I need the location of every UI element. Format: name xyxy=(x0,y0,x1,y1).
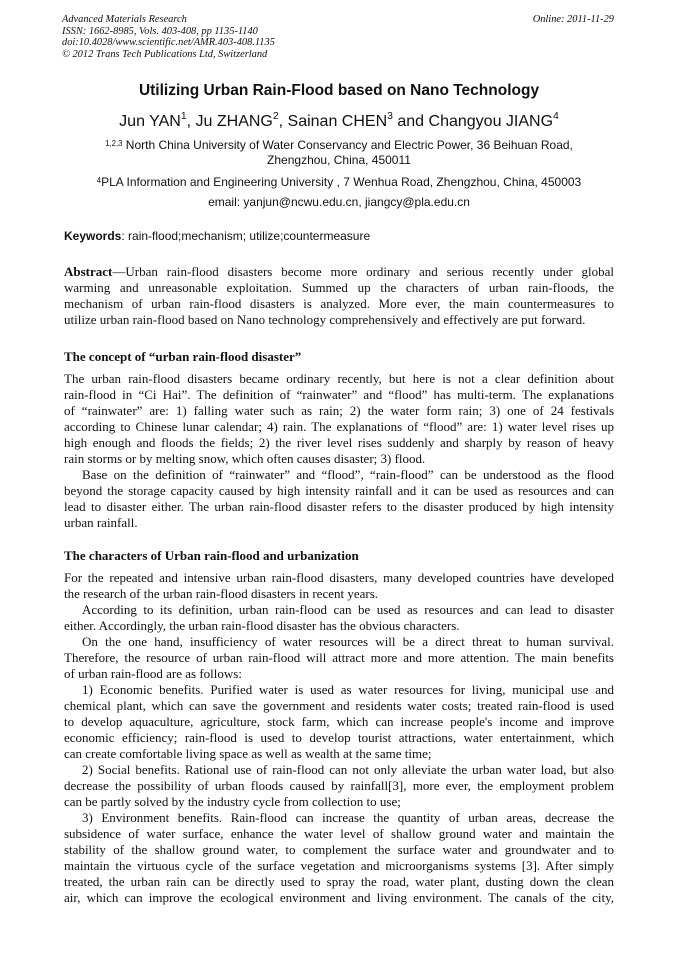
doi: doi:10.4028/www.scientific.net/AMR.403-408.1135 xyxy=(62,37,275,49)
abstract-text: —Urban rain-flood disasters become more ordinary and serious recently under global xyxy=(112,264,614,279)
text-line: air, which can improve the ecological environment and living environment. The canals of the city, xyxy=(64,890,614,905)
text-line: high enough and floods the fields; 2) the river level rises suddenly and sharply by reason of heavy xyxy=(64,435,614,450)
keywords-label: Keywords xyxy=(64,229,122,243)
text-line: either. Accordingly, the urban rain-flood disaster has the obvious characters. xyxy=(64,618,460,633)
text-line: 3) Environment benefits. Rain-flood can increase the quantity of urban areas, decrease the xyxy=(82,810,614,825)
section-heading: The characters of Urban rain-flood and urbanization xyxy=(64,548,359,563)
text-line: treated, the urban rain can be directly used to spray the road, water plant, dusting down the clean xyxy=(64,874,614,889)
affiliation-2 xyxy=(0,175,678,190)
text-line: urban rainfall. xyxy=(64,515,138,530)
text-line: to develop aquaculture, agriculture, stock farm, which can increase people's income and improve xyxy=(64,714,614,729)
abstract xyxy=(64,264,614,328)
text-line: decrease the possibility of urban floods caused by rainfall[3], more ever, the employment problem xyxy=(64,778,614,793)
text-line: warming and unreasonable exploitation. Summed up the characters of urban rain-floods, the xyxy=(64,280,614,295)
authors xyxy=(0,113,678,131)
keywords xyxy=(64,229,370,243)
text-line: On the one hand, insufficiency of water resources will be a direct threat to human survival. xyxy=(82,634,614,649)
text-line: mechanism of urban rain-flood disasters is analyzed. More ever, the main countermeasures to xyxy=(64,296,614,311)
author-name: Ju ZHANG xyxy=(195,113,273,130)
text-line: lead to disaster either. The urban rain-flood disaster refers to the disaster produced by high intensity xyxy=(64,499,614,514)
text-line: 1) Economic benefits. Purified water is used as water resources for living, municipal use and xyxy=(82,682,614,697)
section-body xyxy=(64,570,614,906)
text-line: chemical plant, which can save the government and residents water costs; treated rain-flood is used xyxy=(64,698,614,713)
text-line: according to Chinese lunar calendar; 4) rain. The explanations of “flood” are: 1) water level rises up xyxy=(64,419,614,434)
affiliation-2-sup: 4 xyxy=(96,176,102,185)
text-line: the research of the urban rain-flood disasters in recent years. xyxy=(64,586,379,601)
abstract-label: Abstract xyxy=(64,264,113,279)
affiliation-1 xyxy=(0,138,678,168)
paper-title: Utilizing Urban Rain-Flood based on Nano Technology xyxy=(138,82,540,99)
text-line: According to its definition, urban rain-flood can be used as resources and can lead to disaster xyxy=(82,602,614,617)
email: email: yanjun@ncwu.edu.cn, jiangcy@pla.edu.cn xyxy=(208,195,470,209)
text-line: subsidence of water surface, enhance the water level of shallow ground water and maintain the xyxy=(64,826,614,841)
author-sup: 3 xyxy=(387,111,393,122)
text-line: can create comfortable living space as well as wealth at the same time; xyxy=(64,746,432,761)
text-line xyxy=(64,264,614,280)
author-sup: 1 xyxy=(180,111,187,122)
author-name: Changyou JIANG xyxy=(428,113,554,130)
text-line: maintain the virtuous cycle of the surface vegetation and microorganisms systems [3]. After simply xyxy=(64,858,614,873)
author-sup: 2 xyxy=(272,111,279,122)
author-separator: and xyxy=(392,113,429,130)
author-sup: 4 xyxy=(553,111,559,122)
journal-header xyxy=(62,14,275,60)
affiliation-1-line1: North China University of Water Conservancy and Electric Power, 36 Beihuan Road, xyxy=(122,138,573,152)
online-date: Online: 2011-11-29 xyxy=(532,14,614,25)
keywords-text: : rain-flood;mechanism; utilize;countermeasure xyxy=(121,229,371,243)
affiliation-1-line2: Zhengzhou, China, 450011 xyxy=(267,153,411,167)
section-body xyxy=(64,371,614,531)
text-line: beyond the storage capacity caused by high intensity rainfall and it can be used as resources and can xyxy=(64,483,614,498)
text-line: For the repeated and intensive urban rain-flood disasters, many developed countries have developed xyxy=(64,570,614,585)
author-name: Jun YAN xyxy=(119,113,181,130)
text-line: can be partly solved by the industry cycle from collection to use; xyxy=(64,794,401,809)
text-line: Base on the definition of “rainwater” and “flood”, “rain-flood” can be understood as the flood xyxy=(82,467,614,482)
text-line: 2) Social benefits. Rational use of rain-flood can not only alleviate the urban water load, but also xyxy=(82,762,614,777)
author-separator: , xyxy=(186,113,196,130)
text-line: Therefore, the resource of urban rain-flood will attract more and more attention. The main benefits xyxy=(64,650,614,665)
affiliation-1-sup: 1,2,3 xyxy=(105,139,123,148)
affiliation-2-text: PLA Information and Engineering University , 7 Wenhua Road, Zhengzhou, China, 450003 xyxy=(101,175,582,189)
text-line: of “rainwater” are: 1) falling water such as rain; 2) the water form rain; 3) one of 24 festivals xyxy=(64,403,614,418)
section-heading: The concept of “urban rain-flood disaster” xyxy=(64,349,302,364)
text-line: rain-flood in “Ci Hai”. The definition of “rainwater” and “flood” has multi-term. The explanations xyxy=(64,387,614,402)
text-line: utilize urban rain-flood based on Nano technology comprehensively and effectively are put forward. xyxy=(64,312,586,327)
copyright: © 2012 Trans Tech Publications Ltd, Switzerland xyxy=(62,48,268,60)
journal-name: Advanced Materials Research xyxy=(62,14,187,25)
text-line: of urban rain-flood are as follows: xyxy=(64,666,242,681)
issn: ISSN: 1662-8985, Vols. 403-408, pp 1135-1140 xyxy=(62,25,258,37)
author-separator: , xyxy=(278,113,288,130)
text-line: stability of the shallow ground water, to complement the surface water and groundwater and to xyxy=(64,842,614,857)
text-line: economic efficiency; rain-flood is used to develop tourist attractions, water entertainment, which xyxy=(64,730,614,745)
text-line: rain storms or by melting snow, which often causes disaster; 3) flood. xyxy=(64,451,426,466)
text-line: The urban rain-flood disasters became ordinary recently, but here is not a clear definition about xyxy=(64,371,614,386)
author-name: Sainan CHEN xyxy=(287,113,388,130)
